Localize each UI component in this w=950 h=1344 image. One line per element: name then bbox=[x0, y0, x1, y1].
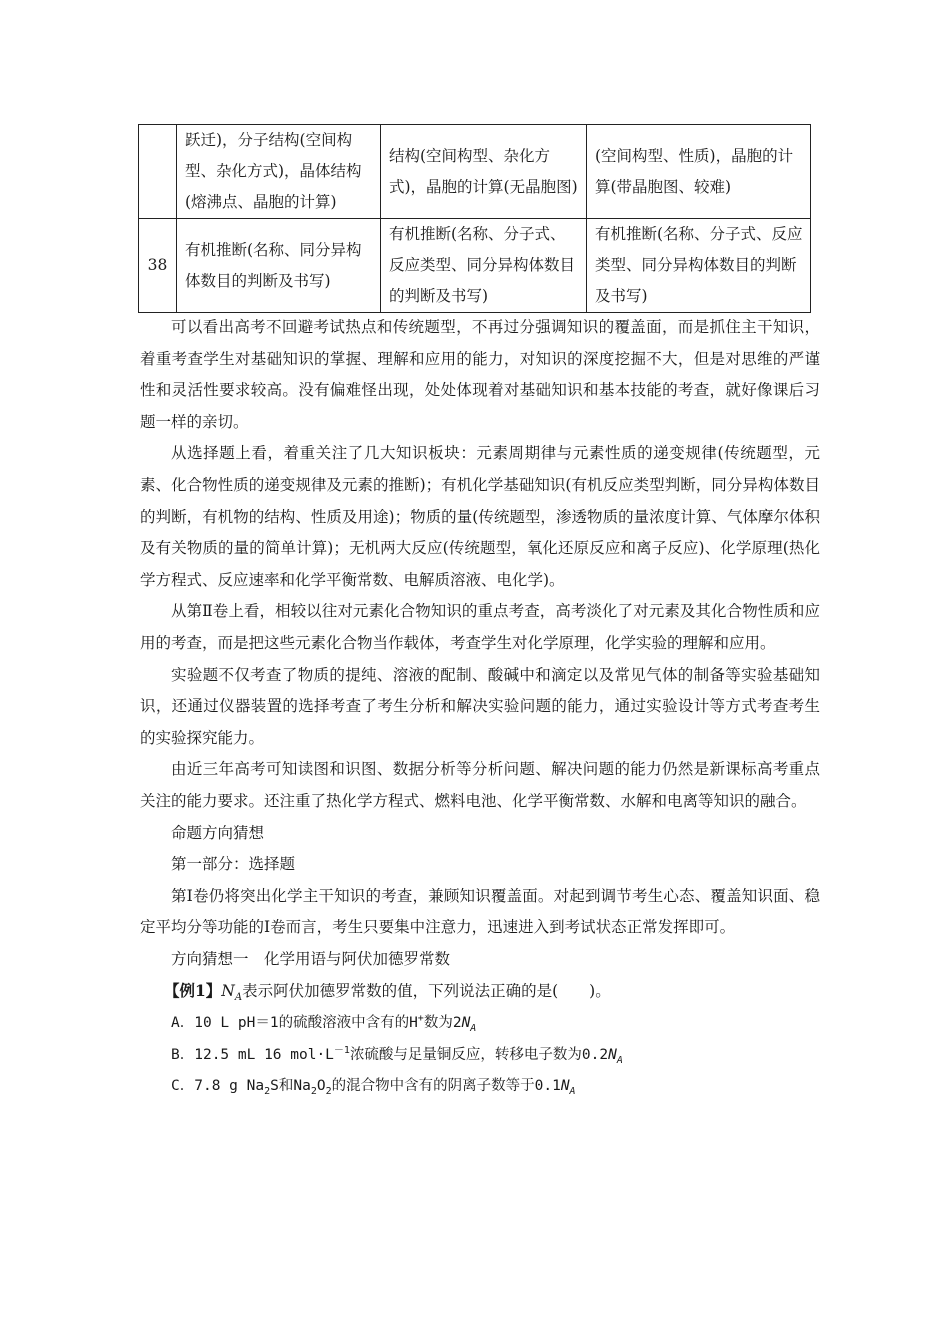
table-cell: 有机推断(名称、同分异构体数目的判断及书写) bbox=[177, 219, 381, 313]
paragraph: 实验题不仅考查了物质的提纯、溶液的配制、酸碱中和滴定以及常见气体的制备等实验基础知识，还通过仪器装置的选择考查了考生分析和解决实验问题的能力，通过实验设计等方式考查考生的实验探究能力。 bbox=[140, 665, 820, 747]
table-row bbox=[139, 125, 811, 219]
example-question: 表示阿伏加德罗常数的值，下列说法正确的是( )。 bbox=[242, 982, 611, 1001]
option-a: A．10 L pH＝1的硫酸溶液中含有的H+数为$2N_A$ bbox=[171, 1013, 477, 1034]
paragraph: 从选择题上看，着重关注了几大知识板块：元素周期律与元素性质的递变规律(传统题型，元素、化合物性质的递变规律及元素的推断)；有机化学基础知识(有机反应类型判断，同分异构体数目的判断，有机物的结构、性质及用途)；物质的量(传统题型，渗透物质的量浓度计算、气体摩尔体积及有关物质的量的简单计算)；无机两大反应(传统题型，氧化还原反应和离子反应)、化学原理(热化学方程式、反应速率和化学平衡常数、电解质溶液、电化学)。 bbox=[140, 444, 820, 589]
table-cell-number bbox=[139, 125, 177, 219]
table-cell: 有机推断(名称、分子式、反应类型、同分异构体数目的判断及书写) bbox=[587, 219, 811, 313]
section-heading: 命题方向猜想 bbox=[171, 823, 265, 842]
option-c: C．7.8 g $Na_2S$和$Na_2O_2$的混合物中含有的阴离子数等于$0.1N_A$ bbox=[171, 1078, 576, 1098]
table-cell: 有机推断(名称、分子式、反应类型、同分异构体数目的判断及书写) bbox=[381, 219, 587, 313]
document-body bbox=[140, 312, 820, 1103]
table-cell: 跃迁)，分子结构(空间构型、杂化方式)，晶体结构(熔沸点、晶胞的计算) bbox=[177, 125, 381, 219]
paragraph: 由近三年高考可知读图和识图、数据分析等分析问题、解决问题的能力仍然是新课标高考重点关注的能力要求。还注重了热化学方程式、燃料电池、化学平衡常数、水解和电离等知识的融合。 bbox=[140, 760, 820, 810]
example-stem bbox=[140, 975, 820, 1008]
paragraph: 第Ⅰ卷仍将突出化学主干知识的考查，兼顾知识覆盖面。对起到调节考生心态、覆盖知识面、稳定平均分等功能的Ⅰ卷而言，考生只要集中注意力，迅速进入到考试状态正常发挥即可。 bbox=[140, 886, 820, 937]
paragraph: 可以看出高考不回避考试热点和传统题型，不再过分强调知识的覆盖面，而是抓住主干知识，着重考查学生对基础知识的掌握、理解和应用的能力，对知识的深度挖掘不大，但是对思维的严谨性和灵活性要求较高。没有偏难怪出现，处处体现着对基础知识和基本技能的考查，就好像课后习题一样的亲切。 bbox=[140, 318, 820, 431]
table-row bbox=[139, 219, 811, 313]
avogadro-symbol: $N_A$ bbox=[221, 982, 243, 1004]
paragraph: 从第Ⅱ卷上看，相较以往对元素化合物知识的重点考查，高考淡化了对元素及其化合物性质和应用的考查，而是把这些元素化合物当作载体，考查学生对化学原理，化学实验的理解和应用。 bbox=[140, 602, 820, 652]
table-cell-number: 38 bbox=[139, 219, 177, 313]
table-cell: (空间构型、性质)，晶胞的计算(带晶胞图、较难) bbox=[587, 125, 811, 219]
section-subheading: 第一部分：选择题 bbox=[171, 855, 296, 874]
table-cell: 结构(空间构型、杂化方式)，晶胞的计算(无晶胞图) bbox=[381, 125, 587, 219]
option-b: B．12.5 mL 16 $mol\cdot L^{-1}$浓硫酸与足量铜反应，转移电子数为$0.2N_A$ bbox=[171, 1044, 623, 1066]
example-label: 【例1】 bbox=[164, 981, 222, 1001]
exam-analysis-table bbox=[138, 124, 811, 313]
direction-heading: 方向猜想一 化学用语与阿伏加德罗常数 bbox=[171, 949, 451, 968]
